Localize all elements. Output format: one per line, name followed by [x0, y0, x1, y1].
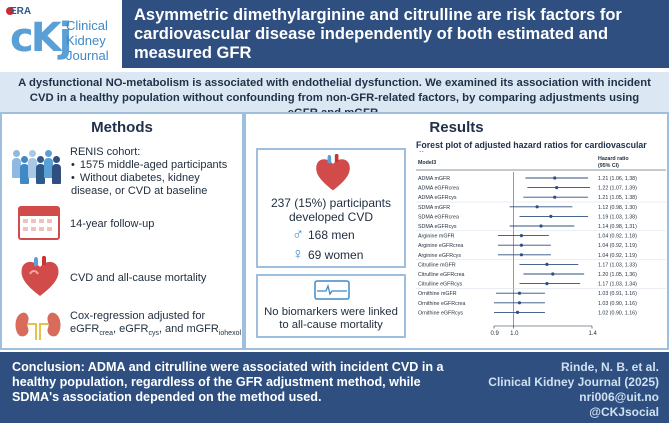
methods-panel [0, 112, 244, 350]
ckj-logo-text: cKj [10, 15, 70, 61]
reg-mgfr: , and mGFR [158, 323, 219, 335]
forest-row-value: 1.21 (1.05, 1.38) [598, 195, 637, 202]
forest-row-value: 1.17 (1.03, 1.34) [598, 281, 637, 288]
era-logo-text: ERA [10, 6, 32, 17]
contact-email: nri006@uit.no [579, 390, 659, 404]
person-figure [52, 156, 61, 184]
cvd-count-text: 237 (15%) participants developed CVD [270, 196, 392, 224]
forest-point [536, 205, 539, 208]
forest-row-value: 1.04 (0.92, 1.19) [598, 243, 637, 250]
reg-egfr-cys: eGFR [119, 323, 149, 335]
forest-point [518, 301, 521, 304]
cohort-block [70, 146, 240, 198]
forest-header-hr: Hazard ratio [598, 156, 629, 162]
forest-row-label: Ornithine eGFRcys [418, 310, 464, 317]
forest-row-value: 1.22 (1.07, 1.39) [598, 185, 637, 192]
forest-row-value: 1.04 (0.92, 1.19) [598, 252, 637, 259]
forest-point [518, 292, 521, 295]
cvd-stat-card [256, 148, 406, 268]
header [0, 0, 669, 68]
forest-point [553, 176, 556, 179]
cohort-heading: RENIS cohort: [70, 146, 141, 158]
journal-logo [4, 4, 122, 64]
forest-row-value: 1.03 (0.90, 1.16) [598, 300, 637, 307]
outcomes-text: CVD and all-cause mortality [70, 272, 207, 284]
forest-row-value: 1.19 (1.03, 1.38) [598, 214, 637, 221]
forest-row-label: Citrulline eGFRcys [418, 281, 463, 288]
people-icon [12, 148, 70, 186]
no-biomarkers-text: No biomarkers were linked to all-cause mortality [264, 306, 398, 331]
page-title: Asymmetric dimethylarginine and citrulline are risk factors for cardiovascular disease independently of both estimated and measured GFR [134, 6, 622, 62]
social-handle: @CKJsocial [589, 405, 659, 419]
women-count [292, 246, 363, 264]
male-icon: ♂ [292, 226, 304, 243]
forest-row-label: SDMA eGFRcrea [418, 214, 459, 221]
forest-row-label: SDMA eGFRcys [418, 224, 457, 230]
forest-row-label: Arginine eGFRcrea [418, 243, 464, 250]
forest-point [516, 311, 519, 314]
results-title: Results [429, 119, 484, 136]
forest-point [539, 224, 542, 227]
methods-title: Methods [91, 119, 153, 136]
forest-header-model: Model3 [418, 160, 437, 166]
forest-point [520, 244, 523, 247]
forest-row-value: 1.02 (0.90, 1.16) [598, 310, 637, 317]
heart-icon [18, 256, 62, 300]
results-panel [244, 112, 669, 350]
cohort-list [70, 159, 240, 198]
forest-row-label: Ornithine eGFRcrea [418, 300, 466, 307]
forest-row-value: 1.03 (0.91, 1.16) [598, 291, 637, 298]
forest-row-value: 1.20 (1.05, 1.36) [598, 272, 637, 278]
forest-x-tick-label: 1.4 [588, 331, 597, 337]
regression-text [70, 310, 242, 340]
forest-point [545, 263, 548, 266]
forest-plot [416, 152, 666, 346]
forest-row-value: 1.17 (1.03, 1.33) [598, 262, 637, 269]
forest-point [551, 272, 554, 275]
forest-x-tick-label: 1.0 [510, 331, 519, 337]
forest-row-label: ADMA mGFR [418, 176, 451, 182]
forest-header-ci: (95% CI) [598, 163, 619, 169]
forest-point [545, 282, 548, 285]
journal-name-line2: Kidney [66, 33, 106, 48]
cohort-item: • 1575 middle-aged participants [70, 159, 240, 172]
forest-row-label: Arginine mGFR [418, 233, 455, 240]
cohort-item: • Without diabetes, kidney disease, or CVD at baseline [70, 172, 240, 198]
reg-egfr-cys-sub: cys [148, 330, 159, 338]
journal-name-line1: Clinical [66, 18, 108, 33]
forest-point [520, 234, 523, 237]
mortality-card [256, 274, 406, 338]
female-icon: ♀ [292, 246, 304, 263]
forest-row-label: SDMA mGFR [418, 204, 451, 211]
footer [0, 352, 669, 423]
forest-row-label: ADMA eGFRcys [418, 195, 457, 202]
journal-name-line3: Journal [66, 48, 109, 63]
men-count [292, 226, 355, 244]
kidney-icon [14, 310, 62, 340]
forest-point [520, 253, 523, 256]
reg-egfr-crea: eGFR [70, 323, 100, 335]
followup-text: 14-year follow-up [70, 218, 155, 230]
citation-author: Rinde, N. B. et al. [560, 360, 659, 374]
reg-egfr-crea-sub: crea [99, 330, 113, 338]
forest-x-tick-label: 0.9 [490, 331, 499, 337]
ecg-monitor-icon [314, 280, 350, 300]
intro-text: A dysfunctional NO-metabolism is associated with endothelial dysfunction. We examined its association with incident CVD in a healthy population without confounding from non-GFR-related factors, by comparing adjustments using [0, 72, 669, 112]
citation-block [488, 360, 659, 420]
forest-row-value: 1.04 (0.92, 1.18) [598, 233, 637, 240]
forest-point [555, 186, 558, 189]
forest-row-label: ADMA eGFRcrea [418, 185, 459, 192]
forest-row-value: 1.21 (1.06, 1.38) [598, 176, 637, 182]
forest-point [549, 215, 552, 218]
forest-row-label: Citrulline eGFRcrea [418, 272, 465, 278]
regression-models: eGFR$_{crea}$, eGFR$_{cys}$, and mGFR$_{iohexol}$ [70, 323, 242, 338]
forest-plot-title: Forest plot of adjusted hazard ratios for cardiovascular disease [416, 140, 647, 160]
calendar-icon [18, 206, 60, 240]
forest-row-value: 1.12 (0.98, 1.30) [598, 204, 637, 211]
forest-row-value: 1.14 (0.98, 1.31) [598, 224, 637, 230]
journal-name [66, 18, 109, 63]
women-count-text: 69 women [308, 248, 364, 262]
heart-icon [313, 154, 353, 194]
forest-row-label: Citrulline mGFR [418, 262, 456, 269]
forest-row-label: Arginine eGFRcys [418, 252, 461, 259]
regression-prefix: Cox-regression adjusted for [70, 310, 206, 322]
reg-mgfr-sub: iohexol [218, 330, 242, 338]
citation-journal: Clinical Kidney Journal (2025) [488, 375, 659, 389]
forest-row-label: Ornithine mGFR [418, 291, 457, 298]
men-count-text: 168 men [308, 228, 355, 242]
title-banner [122, 0, 669, 68]
conclusion-text: Conclusion: ADMA and citrulline were associated with incident CVD in a healthy population, regardless of the GFR adjustment method, while SDMA's association depended on the method used. [12, 360, 444, 404]
forest-point [553, 196, 556, 199]
